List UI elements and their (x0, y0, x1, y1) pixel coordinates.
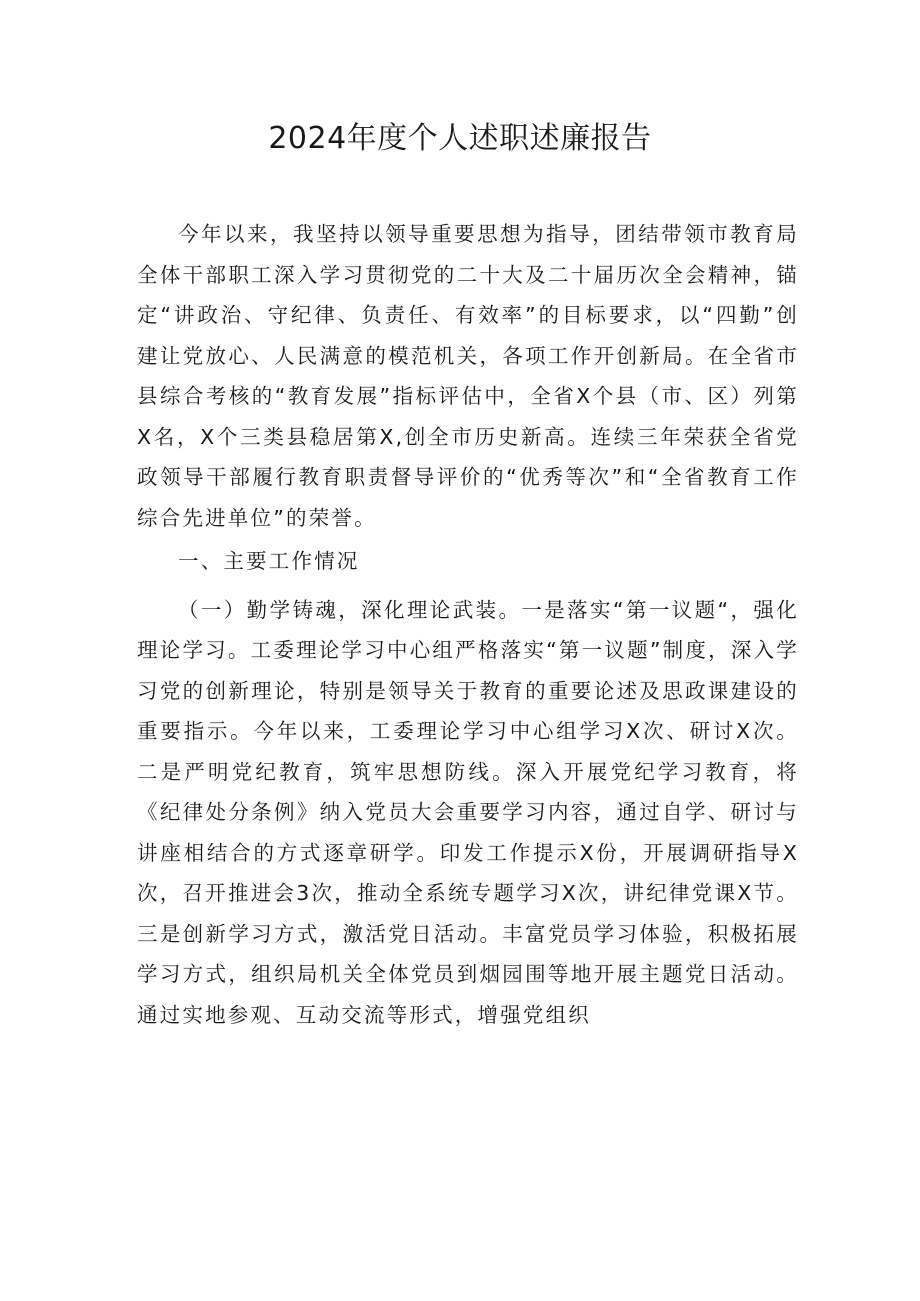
intro-paragraph: 今年以来，我坚持以领导重要思想为指导，团结带领市教育局全体干部职工深入学习贯彻党的二十大及二十届历次全会精神，锚定“讲政治、守纪律、负责任、有效率”的目标要求，以“四勤”创建让党放心、人民满意的模范机关，各项工作开创新局。在全省市县综合考核的“教育发展”指标评估中，全省X个县（市、区）列第X名，X个三类县稳居第X,创全市历史新高。连续三年荣获全省党政领导干部履行教育职责督导评价的“优秀等次”和“全省教育工作综合先进单位”的荣誉。 (137, 222, 799, 530)
document-body (137, 214, 799, 1035)
subsection-paragraph: （一）勤学铸魂，深化理论武装。一是落实“第一议题“，强化理论学习。工委理论学习中心组严格落实“第一议题”制度，深入学习党的创新理论，特别是领导关于教育的重要论述及思政课建设的重要指示。今年以来，工委理论学习中心组学习X次、研讨X次。二是严明党纪教育，筑牢思想防线。深入开展党纪学习教育，将《纪律处分条例》纳入党员大会重要学习内容，通过自学、研讨与讲座相结合的方式逐章研学。印发工作提示X份，开展调研指导X次，召开推进会3次，推动全系统专题学习X次，讲纪律党课X节。三是创新学习方式，激活党日活动。丰富党员学习体验，积极拓展学习方式，组织局机关全体党员到烟园围等地开展主题党日活动。通过实地参观、互动交流等形式，增强党组织 (137, 597, 799, 1027)
section-heading: 一、主要工作情况 (178, 549, 360, 573)
document-title: 2024年度个人述职述廉报告 (268, 121, 652, 156)
